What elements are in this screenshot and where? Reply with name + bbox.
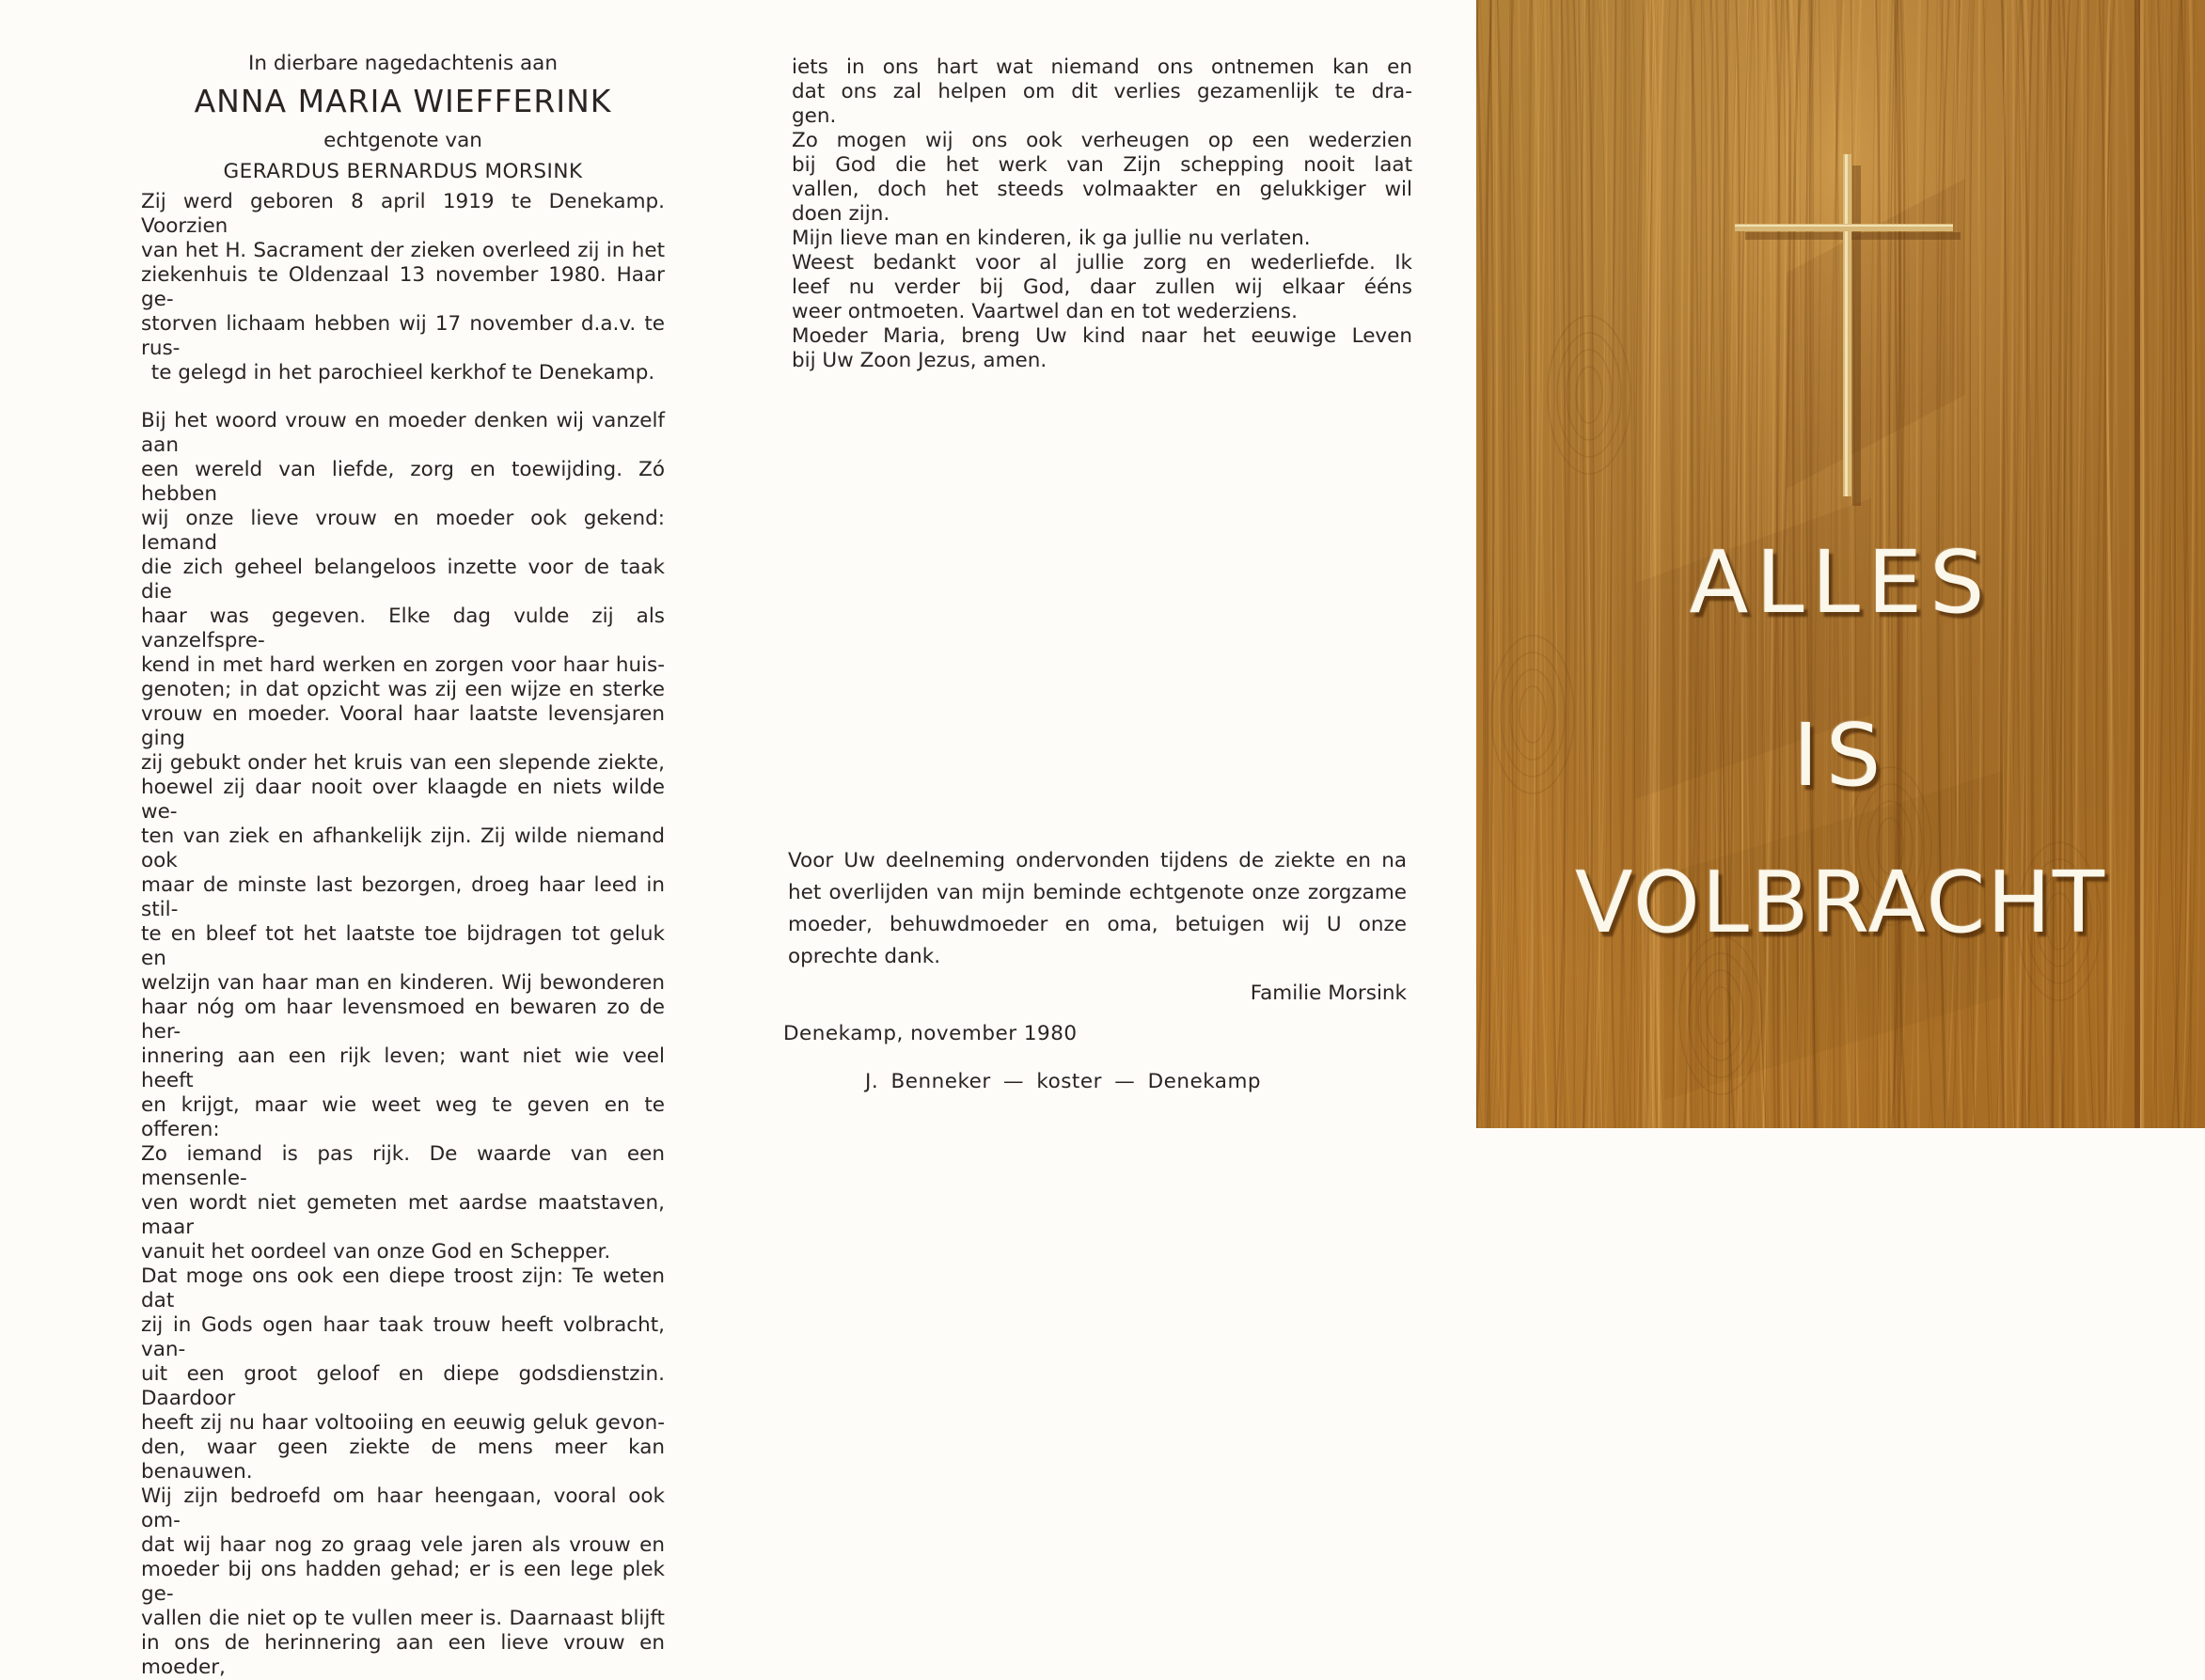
- text-line: Mijn lieve man en kinderen, ik ga jullie nu verlaten.: [792, 227, 1311, 250]
- text-line: haar nóg om haar levensmoed en bewaren zo de her-: [141, 996, 665, 1044]
- text-line: vanuit het oordeel van onze God en Schepper.: [141, 1240, 611, 1264]
- text-line: kend in met hard werken en zorgen voor haar huis-: [141, 653, 665, 677]
- biography-paragraph: [141, 190, 665, 385]
- family-signature: Familie Morsink: [1250, 981, 1407, 1005]
- text-line: te en bleef tot het laatste toe bijdragen tot geluk en: [141, 922, 665, 970]
- printer-credit: J. Benneker — koster — Denekamp: [865, 1070, 1262, 1093]
- left-column: [141, 50, 665, 1680]
- text-line: welzijn van haar man en kinderen. Wij bewonderen: [141, 971, 665, 995]
- text-line: vrouw en moeder. Vooral haar laatste levensjaren ging: [141, 702, 665, 750]
- text-line: wij onze lieve vrouw en moeder ook gekend: Iemand: [141, 507, 665, 555]
- volbracht-text: VOLBRACHT: [1574, 854, 2107, 952]
- text-line: dat ons zal helpen om dit verlies gezamenlijk te dra-: [792, 80, 1412, 103]
- text-line: dat wij haar nog zo graag vele jaren als vrouw en: [141, 1533, 665, 1557]
- text-line: heeft zij nu haar voltooiing en eeuwig geluk gevon-: [141, 1411, 665, 1435]
- relation-label: echtgenote van: [323, 129, 482, 152]
- text-line: ven wordt niet gemeten met aardse maatstaven, maar: [141, 1191, 665, 1239]
- text-line: die zich geheel belangeloos inzette voor de taak die: [141, 556, 665, 604]
- text-line: iets in ons hart wat niemand ons ontnemen kan en: [792, 55, 1412, 79]
- text-line: een wereld van liefde, zorg en toewijding. Zó hebben: [141, 458, 665, 506]
- text-line: haar was gegeven. Elke dag vulde zij als vanzelfspre-: [141, 604, 665, 652]
- text-line: weer ontmoeten. Vaartwel dan en tot wederziens.: [792, 300, 1298, 323]
- text-line: genoten; in dat opzicht was zij een wijze en sterke: [141, 678, 665, 701]
- is-text: IS: [1792, 705, 1889, 806]
- text-line: moeder bij ons hadden gehad; er is een lege plek ge-: [141, 1558, 665, 1606]
- middle-column: [792, 55, 1412, 373]
- text-line: uit een groot geloof en diepe godsdienstzin. Daardoor: [141, 1362, 665, 1410]
- text-line: maar de minste last bezorgen, droeg haar leed in stil-: [141, 873, 665, 921]
- text-line: den, waar geen ziekte de mens meer kan benauwen.: [141, 1436, 665, 1484]
- text-line: ten van ziek en afhankelijk zijn. Zij wilde niemand ook: [141, 824, 665, 872]
- text-line: gen.: [792, 104, 837, 128]
- thanks-paragraph: Voor Uw deelneming ondervonden tijdens de ziekte en na het overlijden van mijn beminde echtgenote onze zorgzame moeder, behuwdmoeder en oma, betuigen wij U onze oprechte dank.: [788, 849, 1407, 968]
- text-line: in ons de herinnering aan een lieve vrouw en moeder,: [141, 1631, 665, 1679]
- text-line: ziekenhuis te Oldenzaal 13 november 1980. Haar ge-: [141, 263, 665, 311]
- text-line: doen zijn.: [792, 202, 890, 226]
- text-line: bij God die het werk van Zijn schepping nooit laat: [792, 153, 1412, 177]
- farewell-text: [792, 55, 1412, 373]
- text-line: storven lichaam hebben wij 17 november d.a.v. te rus-: [141, 312, 665, 360]
- tribute-text: [141, 409, 665, 1680]
- text-line: vallen, doch het steeds volmaakter en gelukkiger wil: [792, 178, 1412, 201]
- text-line: Moeder Maria, breng Uw kind naar het eeuwige Leven: [792, 324, 1412, 348]
- memorial-intro: In dierbare nagedachtenis aan: [248, 52, 558, 75]
- text-line: leef nu verder bij God, daar zullen wij elkaar ééns: [792, 275, 1412, 299]
- text-line: te gelegd in het parochieel kerkhof te Denekamp.: [150, 361, 655, 385]
- text-line: Bij het woord vrouw en moeder denken wij vanzelf aan: [141, 409, 665, 457]
- text-line: vallen die niet op te vullen meer is. Daarnaast blijft: [141, 1607, 665, 1630]
- text-line: Zij werd geboren 8 april 1919 te Denekamp. Voorzien: [141, 190, 665, 238]
- wood-panel-photo: [1476, 0, 2205, 1128]
- text-line: innering aan een rijk leven; want niet wie veel heeft: [141, 1044, 665, 1092]
- text-line: Zo mogen wij ons ook verheugen op een wederzien: [792, 129, 1412, 152]
- text-line: zij in Gods ogen haar taak trouw heeft volbracht, van-: [141, 1313, 665, 1361]
- text-line: Zo iemand is pas rijk. De waarde van een mensenle-: [141, 1142, 665, 1190]
- text-line: zij gebukt onder het kruis van een slepende ziekte,: [141, 751, 665, 775]
- spouse-name: GERARDUS BERNARDUS MORSINK: [223, 160, 583, 183]
- text-line: bij Uw Zoon Jezus, amen.: [792, 349, 1047, 372]
- text-line: en krijgt, maar wie weet weg te geven en te offeren:: [141, 1093, 665, 1141]
- text-line: hoewel zij daar nooit over klaagde en niets wilde we-: [141, 776, 665, 824]
- alles-text: ALLES: [1689, 532, 1992, 633]
- text-line: Weest bedankt voor al jullie zorg en wederliefde. Ik: [792, 251, 1412, 275]
- text-line: van het H. Sacrament der zieken overleed zij in het: [141, 239, 665, 262]
- text-line: Dat moge ons ook een diepe troost zijn: Te weten dat: [141, 1264, 665, 1312]
- place-date: Denekamp, november 1980: [783, 1022, 1078, 1045]
- deceased-name: ANNA MARIA WIEFFERINK: [194, 83, 612, 119]
- text-line: Wij zijn bedroefd om haar heengaan, vooral ook om-: [141, 1484, 665, 1532]
